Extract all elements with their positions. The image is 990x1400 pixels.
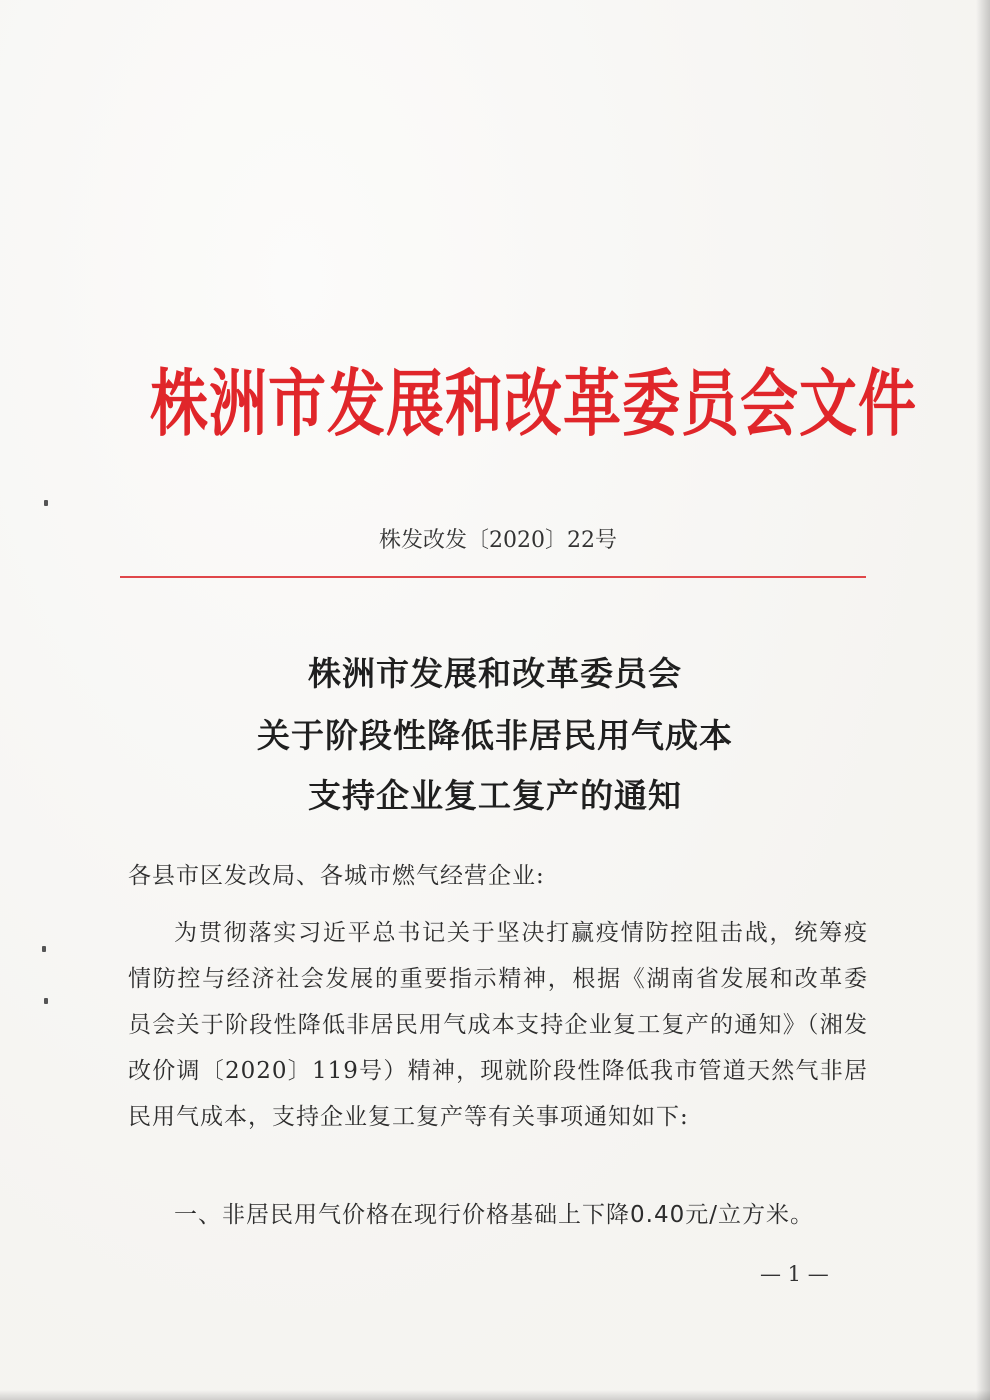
notice-item-1: 一、非居民用气价格在现行价格基础上下降0.40元/立方米。	[174, 1202, 814, 1228]
document-number: 株发改发〔2020〕22号	[379, 528, 617, 553]
red-divider-rule	[120, 576, 866, 578]
document-header-title: 株洲市发展和改革委员会文件	[150, 361, 918, 447]
notice-title-line-3: 支持企业复工复产的通知	[308, 776, 682, 815]
scan-shadow-bottom	[0, 1390, 990, 1400]
binding-hole-mark	[44, 998, 48, 1004]
scan-shadow-right	[976, 0, 990, 1400]
page-number: — 1 —	[760, 1262, 829, 1286]
body-paragraph: 为贯彻落实习近平总书记关于坚决打赢疫情防控阻击战，统筹疫情防控与经济社会发展的重要指示精神，根据《湖南省发展和改革委员会关于阶段性降低非居民用气成本支持企业复工复产的通知》（湘发改价调〔2020〕119号）精神，现就阶段性降低我市管道天然气非居民用气成本，支持企业复工复产等有关事项通知如下:	[128, 920, 868, 1130]
notice-title-line-2: 关于阶段性降低非居民用气成本	[257, 716, 733, 755]
binding-hole-mark	[44, 500, 48, 506]
binding-hole-mark	[42, 946, 46, 952]
salutation: 各县市区发改局、各城市燃气经营企业:	[128, 863, 545, 889]
notice-title-line-1: 株洲市发展和改革委员会	[308, 654, 682, 693]
